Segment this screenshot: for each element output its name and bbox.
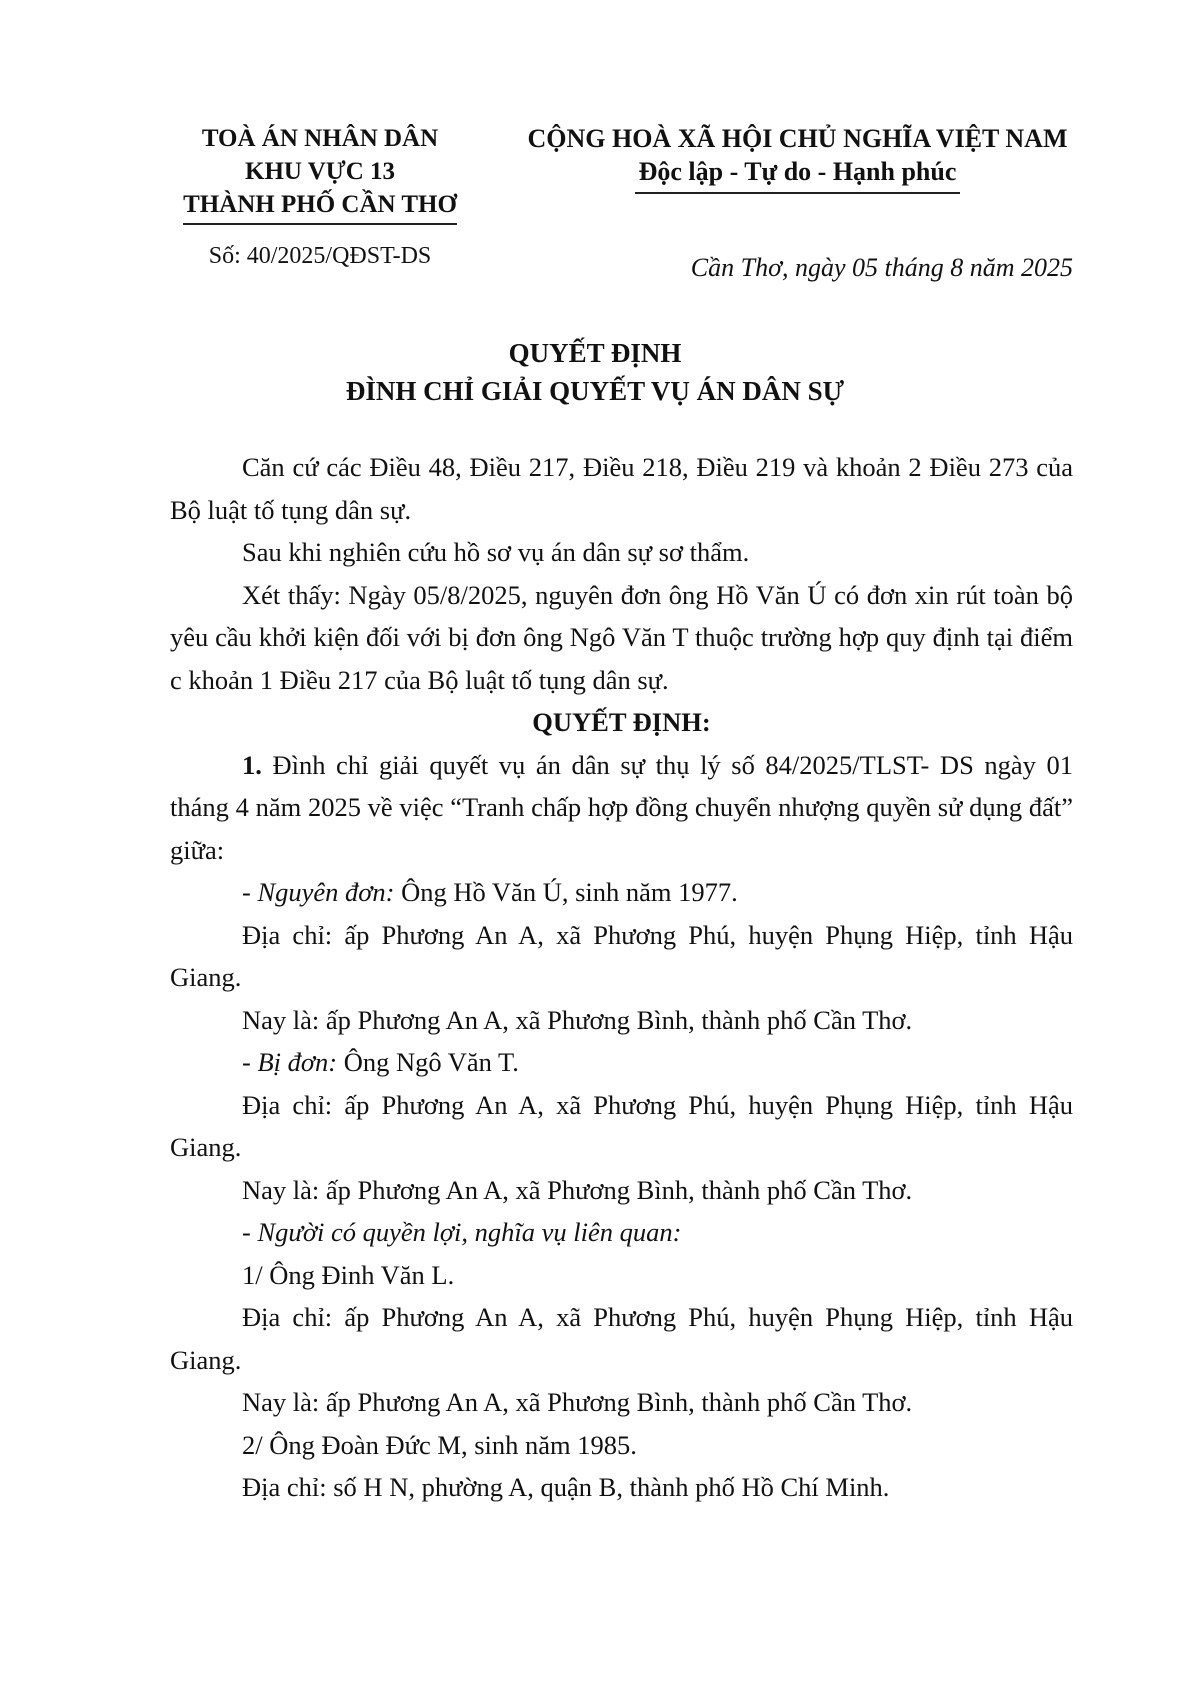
plaintiff-label: - Nguyên đơn: <box>242 877 395 907</box>
item-number: 1. <box>242 749 262 780</box>
national-header <box>510 122 1085 194</box>
court-city: THÀNH PHỐ CẦN THƠ <box>183 188 457 225</box>
motto-wrap <box>510 155 1085 194</box>
defendant-line <box>170 1041 1073 1084</box>
legal-basis: Căn cứ các Điều 48, Điều 217, Điều 218, Điều 219 và khoản 2 Điều 273 của Bộ luật tố tụng dân sự. <box>170 452 1073 525</box>
nation-name: CỘNG HOÀ XÃ HỘI CHỦ NGHĨA VIỆT NAM <box>527 124 1068 153</box>
defendant-address: Địa chỉ: ấp Phương An A, xã Phương Phú, huyện Phụng Hiệp, tỉnh Hậu Giang. <box>170 1089 1073 1162</box>
defendant-value: Ông Ngô Văn T. <box>337 1047 519 1077</box>
plaintiff-line <box>170 871 1073 914</box>
defendant-label: - Bị đơn: <box>242 1047 338 1077</box>
related-party-2-address: Địa chỉ: số H N, phường A, quận B, thành phố Hồ Chí Minh. <box>242 1472 890 1502</box>
related-party-1-address: Địa chỉ: ấp Phương An A, xã Phương Phú, huyện Phụng Hiệp, tỉnh Hậu Giang. <box>170 1302 1073 1375</box>
related-parties-label: - Người có quyền lợi, nghĩa vụ liên quan: <box>242 1217 682 1247</box>
document-number: Số: 40/2025/QĐST-DS <box>208 243 432 269</box>
title-line-2: ĐÌNH CHỈ GIẢI QUYẾT VỤ ÁN DÂN SỰ <box>345 376 845 406</box>
court-name: TOÀ ÁN NHÂN DÂN <box>201 125 439 152</box>
court-city-wrap <box>150 188 490 225</box>
court-area: KHU VỰC 13 <box>245 158 395 185</box>
defendant-current-address: Nay là: ấp Phương An A, xã Phương Bình, thành phố Cần Thơ. <box>242 1174 913 1205</box>
related-party-1-current-address: Nay là: ấp Phương An A, xã Phương Bình, thành phố Cần Thơ. <box>242 1387 913 1417</box>
item-text: Đình chỉ giải quyết vụ án dân sự thụ lý số 84/2025/TLST- DS ngày 01 tháng 4 năm 2025 về việc “Tranh chấp hợp đồng chuyển nhượng quyền sử dụng đất” giữa: <box>170 749 1073 865</box>
national-motto: Độc lập - Tự do - Hạnh phúc <box>635 155 961 194</box>
title-line-1: QUYẾT ĐỊNH <box>508 338 682 368</box>
research-note: Sau khi nghiên cứu hồ sơ vụ án dân sự sơ thẩm. <box>242 537 750 567</box>
document-body <box>170 446 1073 1509</box>
related-party-2: 2/ Ông Đoàn Đức M, sinh năm 1985. <box>242 1429 637 1460</box>
court-header <box>150 122 490 225</box>
plaintiff-address: Địa chỉ: ấp Phương An A, xã Phương Phú, huyện Phụng Hiệp, tỉnh Hậu Giang. <box>170 919 1073 992</box>
consideration: Xét thấy: Ngày 05/8/2025, nguyên đơn ông Hồ Văn Ú có đơn xin rút toàn bộ yêu cầu khởi kiện đối với bị đơn ông Ngô Văn T thuộc trường hợp quy định tại điểm c khoản 1 Điều 217 của Bộ luật tố tụng dân sự. <box>170 579 1073 695</box>
plaintiff-current-address: Nay là: ấp Phương An A, xã Phương Bình, thành phố Cần Thơ. <box>242 1004 913 1035</box>
related-party-1: 1/ Ông Đinh Văn L. <box>242 1259 455 1290</box>
place-date: Cần Thơ, ngày 05 tháng 8 năm 2025 <box>690 253 1073 282</box>
decision-heading: QUYẾT ĐỊNH: <box>532 707 711 737</box>
document-title <box>0 334 1190 410</box>
plaintiff-value: Ông Hồ Văn Ú, sinh năm 1977. <box>394 877 738 907</box>
decision-item-1 <box>170 744 1073 872</box>
